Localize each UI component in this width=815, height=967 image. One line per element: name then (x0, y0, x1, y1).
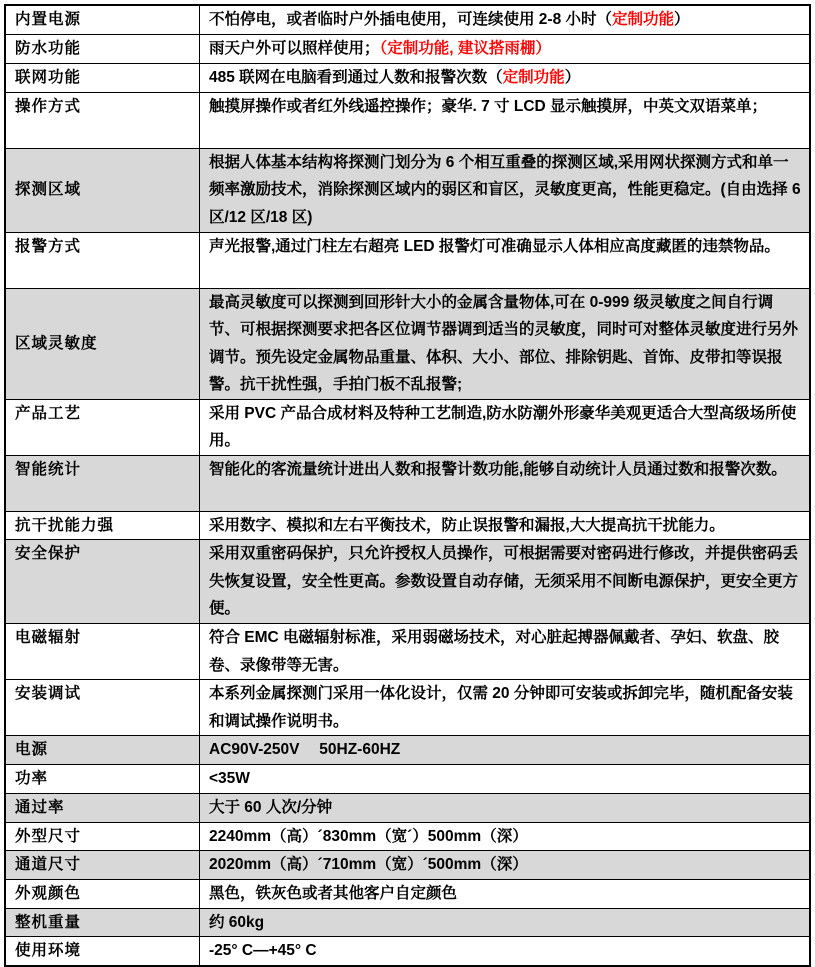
row-label: 报警方式 (5, 232, 200, 288)
table-row (5, 540, 810, 624)
value-segment: 采用 PVC 产品合成材料及特种工艺制造,防水防潮外形豪华美观更适合大型高级场所使用。 (209, 404, 797, 449)
value-segment: -25° C—+45° C (209, 942, 317, 959)
value-segment-red: （定制功能, 建议搭雨棚） (379, 39, 551, 57)
value-segment: 最高灵敏度可以探测到回形针大小的金属含量物体,可在 0-999 级灵敏度之间自行调节、可根据探测要求把各区位调节器调到适当的灵敏度，同时可对整体灵敏度进行另外调节。预先设定金属物品重量、体积、大小、部位、排除钥匙、首饰、皮带扣等误报警。抗干扰性强，手拍门板不乱报警; (209, 293, 799, 393)
table-row (5, 5, 810, 34)
table-row (5, 34, 810, 63)
value-segment-red: 定制功能 (502, 68, 565, 86)
value-segment: 不怕停电，或者临时户外插电使用，可连续使用 2-8 小时（ (209, 11, 613, 28)
value-segment: 声光报警,通过门柱左右超亮 LED 报警灯可准确显示人体相应高度藏匿的违禁物品。 (209, 237, 780, 255)
row-label: 产品工艺 (5, 399, 200, 455)
table-row (5, 908, 810, 937)
row-value (200, 232, 811, 288)
product-spec-table (4, 4, 811, 967)
table-row (5, 232, 810, 288)
value-segment: 本系列金属探测门采用一体化设计，仅需 20 分钟即可安装或拆卸完毕，随机配备安装和调试操作说明书。 (209, 685, 793, 730)
value-segment: 黑色，铁灰色或者其他客户自定颜色 (209, 885, 458, 902)
row-label: 通过率 (5, 793, 200, 822)
row-value (200, 540, 811, 624)
table-row (5, 63, 810, 92)
table-row (5, 680, 810, 736)
row-label: 整机重量 (5, 908, 200, 937)
row-value (200, 288, 811, 399)
value-segment: ） (674, 11, 690, 28)
row-value (200, 937, 811, 966)
table-row (5, 511, 810, 540)
row-label: 通道尺寸 (5, 851, 200, 880)
row-label: 功率 (5, 765, 200, 794)
value-segment: 485 联网在电脑看到通过人数和报警次数（ (209, 68, 503, 86)
row-label: 区域灵敏度 (5, 288, 200, 399)
table-row (5, 851, 810, 880)
value-segment: 大于 60 人次/分钟 (209, 798, 333, 816)
table-row (5, 736, 810, 765)
row-label: 电磁辐射 (5, 624, 200, 680)
table-row (5, 399, 810, 455)
row-value (200, 822, 811, 851)
row-label: 外型尺寸 (5, 822, 200, 851)
row-label: 探测区域 (5, 148, 200, 232)
table-row (5, 822, 810, 851)
row-value (200, 793, 811, 822)
row-label: 防水功能 (5, 34, 200, 63)
row-value (200, 511, 811, 540)
row-value (200, 908, 811, 937)
row-value (200, 399, 811, 455)
value-segment: 2020mm（高）´710mm（宽）´500mm（深） (209, 856, 528, 873)
value-segment: ） (564, 68, 581, 86)
row-value (200, 736, 811, 765)
row-value (200, 624, 811, 680)
table-row (5, 765, 810, 794)
value-segment: 采用数字、模拟和左右平衡技术，防止误报警和漏报,大大提高抗干扰能力。 (209, 516, 725, 534)
row-label: 电源 (5, 736, 200, 765)
row-label: 内置电源 (5, 5, 200, 34)
value-segment: 根据人体基本结构将探测门划分为 6 个相互重叠的探测区域,采用网状探测方式和单一频率激励技术，消除探测区域内的弱区和盲区，灵敏度更高，性能更稳定。(自由选择 6 区/12 区/18 区) (209, 153, 801, 226)
value-segment: 触摸屏操作或者红外线遥控操作；豪华. 7 寸 LCD 显示触摸屏，中英文双语菜单； (209, 97, 768, 115)
row-value (200, 5, 811, 34)
value-segment-red: 定制功能 (612, 11, 675, 28)
table-row (5, 455, 810, 511)
row-value (200, 680, 811, 736)
row-label: 安装调试 (5, 680, 200, 736)
value-segment: 2240mm（高）´830mm（宽´）500mm（深） (209, 827, 528, 845)
table-row (5, 624, 810, 680)
table-row (5, 288, 810, 399)
table-row (5, 880, 810, 909)
row-label: 使用环境 (5, 937, 200, 966)
row-value (200, 455, 811, 511)
row-value (200, 92, 811, 148)
row-label: 智能统计 (5, 455, 200, 511)
row-value (200, 63, 811, 92)
table-row (5, 92, 810, 148)
value-segment: 符合 EMC 电磁辐射标准，采用弱磁场技术，对心脏起搏器佩戴者、孕妇、软盘、胶卷、录像带等无害。 (209, 629, 780, 674)
row-value (200, 148, 811, 232)
row-label: 操作方式 (5, 92, 200, 148)
row-value (200, 765, 811, 794)
value-segment: <35W (209, 770, 250, 787)
row-label: 联网功能 (5, 63, 200, 92)
table-row (5, 937, 810, 966)
spec-table-body (5, 5, 810, 966)
row-label: 安全保护 (5, 540, 200, 624)
row-value (200, 851, 811, 880)
row-label: 抗干扰能力强 (5, 511, 200, 540)
value-segment: 雨天户外可以照样使用； (209, 39, 380, 57)
row-value (200, 880, 811, 909)
value-segment: 采用双重密码保护，只允许授权人员操作，可根据需要对密码进行修改，并提供密码丢失恢复设置，安全性更高。参数设置自动存储，无须采用不间断电源保护，更安全更方便。 (209, 545, 799, 617)
table-row (5, 793, 810, 822)
value-segment: AC90V-250V 50HZ-60HZ (209, 741, 401, 758)
row-value (200, 34, 811, 63)
value-segment: 约 60kg (209, 913, 265, 931)
value-segment: 智能化的客流量统计进出人数和报警计数功能,能够自动统计人员通过数和报警次数。 (209, 460, 787, 478)
row-label: 外观颜色 (5, 880, 200, 909)
table-row (5, 148, 810, 232)
